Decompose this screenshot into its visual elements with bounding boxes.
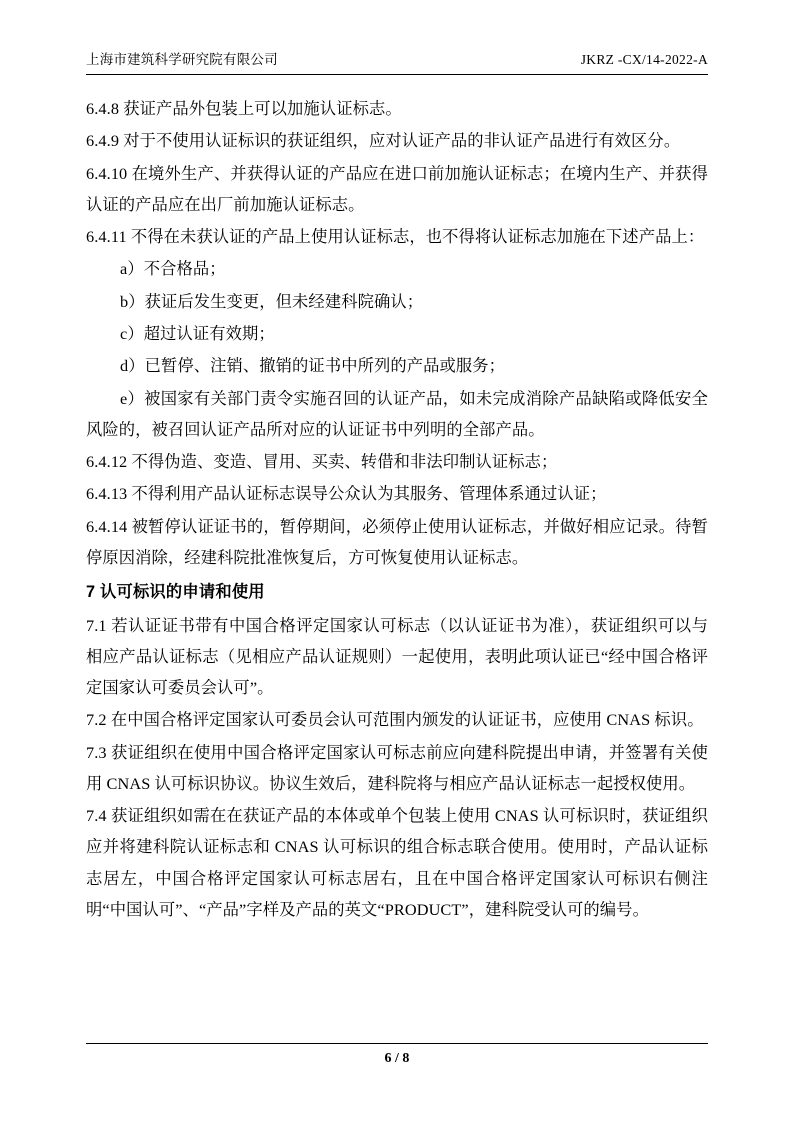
header-divider [86, 74, 708, 75]
list-item-c: c）超过认证有效期； [120, 323, 275, 343]
paragraph-7-1: 7.1 若认证证书带有中国合格评定国家认可标志（以认证证书为准），获证组织可以与相应产品认证标志（见相应产品认证规则）一起使用，表明此项认证已“经中国合格评定国家认可委员会认可”。 [86, 615, 708, 698]
paragraph-7-3: 7.3 获证组织在使用中国合格评定国家认可标志前应向建科院提出申请，并签署有关使用 CNAS 认可标识协议。协议生效后，建科院将与相应产品认证标志一起授权使用。 [86, 742, 708, 793]
list-item-a: a）不合格品； [120, 259, 226, 279]
header-company: 上海市建筑科学研究院有限公司 [86, 52, 278, 67]
paragraph-6-4-9: 6.4.9 对于不使用认证标识的获证组织，应对认证产品的非认证产品进行有效区分。 [86, 131, 681, 151]
paragraph-6-4-12: 6.4.12 不得伪造、变造、冒用、买卖、转借和非法印制认证标志； [86, 452, 558, 472]
page-footer [86, 1043, 708, 1067]
header-doc-code: JKRZ -CX/14-2022-A [580, 52, 708, 67]
document-content [86, 93, 708, 925]
list-item-d: d）已暂停、注销、撤销的证书中所列的产品或服务； [120, 356, 506, 376]
paragraph-6-4-13: 6.4.13 不得利用产品认证标志误导公众认为其服务、管理体系通过认证； [86, 484, 607, 504]
list-item-e: e）被国家有关部门责令实施召回的认证产品，如未完成消除产品缺陷或降低安全风险的，被召回认证产品所对应的认证证书中列明的全部产品。 [86, 388, 708, 439]
list-item-b: b）获证后发生变更，但未经建科院确认； [120, 291, 424, 311]
paragraph-6-4-8: 6.4.8 获证产品外包装上可以加施认证标志。 [86, 99, 402, 118]
paragraph-6-4-10: 6.4.10 在境外生产、并获得认证的产品应在进口前加施认证标志；在境内生产、并获得认证的产品应在出厂前加施认证标志。 [86, 163, 708, 214]
page-number: 6 / 8 [384, 1051, 410, 1066]
page-header [86, 48, 708, 72]
paragraph-6-4-11: 6.4.11 不得在未获认证的产品上使用认证标志，也不得将认证标志加施在下述产品上： [86, 227, 705, 247]
paragraph-7-2: 7.2 在中国合格评定国家认可委员会认可范围内颁发的认证证书，应使用 CNAS 标识。 [86, 710, 704, 730]
section-title-7: 7 认可标识的申请和使用 [86, 583, 265, 602]
footer-divider [86, 1043, 708, 1044]
paragraph-6-4-14: 6.4.14 被暂停认证证书的，暂停期间，必须停止使用认证标志，并做好相应记录。待暂停原因消除，经建科院批准恢复后，方可恢复使用认证标志。 [86, 516, 708, 567]
paragraph-7-4: 7.4 获证组织如需在在获证产品的本体或单个包装上使用 CNAS 认可标识时，获证组织应并将建科院认证标志和 CNAS 认可标识的组合标志联合使用。使用时，产品认证标志居左，中国合格评定国家认可标志居右，且在中国合格评定国家认可标识右侧注明“中国认可”、“产品”字样及产品的英文“PRODUCT”，建科院受认可的编号。 [86, 806, 708, 920]
